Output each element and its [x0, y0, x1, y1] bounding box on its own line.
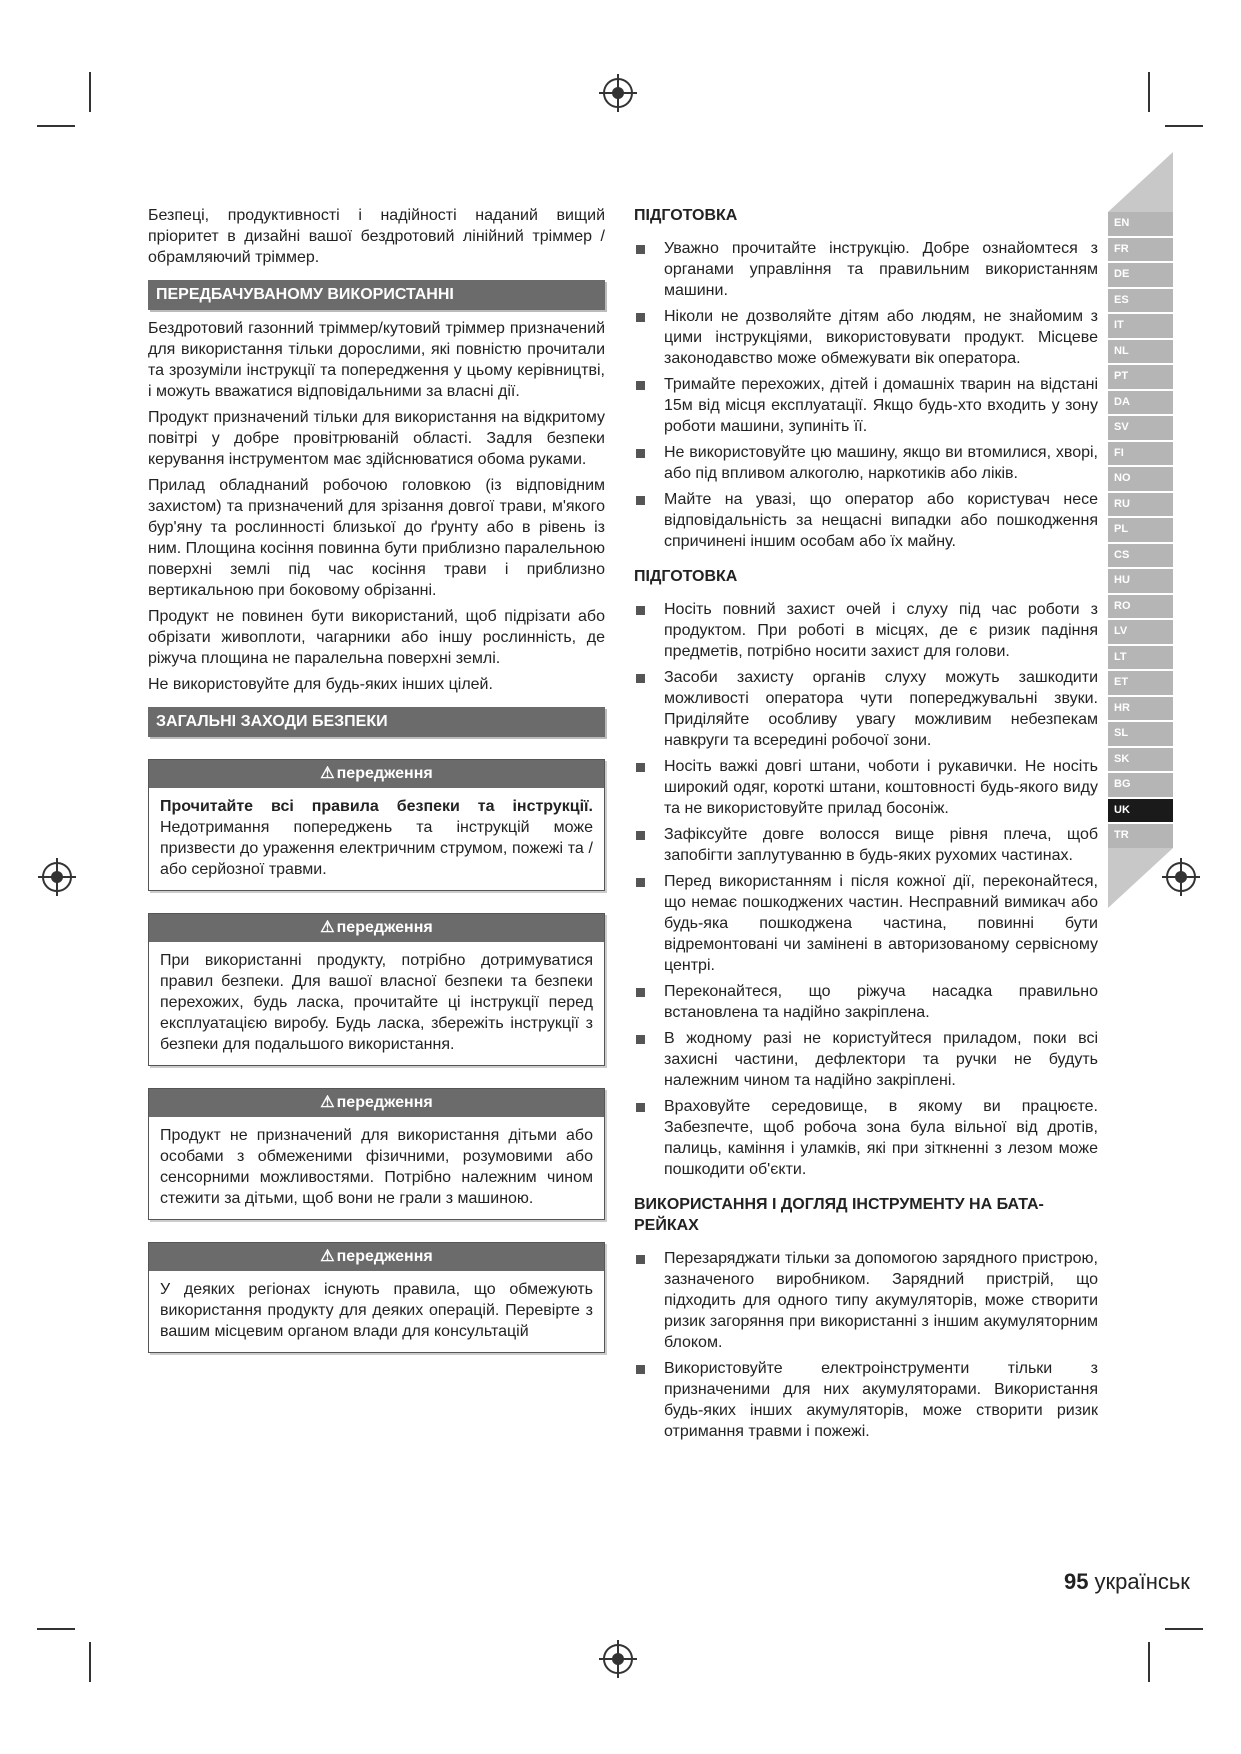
tab-strip-top: [1108, 152, 1173, 212]
list-item: Засоби захисту органів слуху можуть зашкодити можливості оператора чути попереджувальні звуки. Приділяйте особливу увагу можливим небезпекам навкруги та всередині робочої зони.: [634, 667, 1098, 751]
tab-strip-bottom: [1108, 848, 1173, 908]
registration-mark-icon: [603, 78, 633, 108]
tab-language-da: DA: [1108, 391, 1173, 415]
tab-language-bg: BG: [1108, 773, 1173, 797]
tab-language-et: ET: [1108, 671, 1173, 695]
tab-language-lt: LT: [1108, 646, 1173, 670]
tab-language-ro: RO: [1108, 595, 1173, 619]
warning-header: ⚠ передження: [149, 1089, 604, 1117]
list-item: Ніколи не дозволяйте дітям або людям, не знайомим з цими інструкціями, використовувати продукт. Місцеве законодавство може обмежувати вік оператора.: [634, 306, 1098, 369]
tab-language-sv: SV: [1108, 416, 1173, 440]
registration-mark-icon: [603, 1644, 633, 1674]
page-language: українськ: [1094, 1569, 1190, 1594]
warning-triangle-icon: ⚠: [320, 919, 335, 936]
warning-triangle-icon: ⚠: [320, 765, 335, 782]
list-item: Зафіксуйте довге волосся вище рівня плеча, щоб запобігти заплутуванню в будь-яких рухомих частинах.: [634, 824, 1098, 866]
tab-language-sk: SK: [1108, 748, 1173, 772]
warning-header: ⚠ передження: [149, 760, 604, 788]
tab-language-no: NO: [1108, 467, 1173, 491]
tab-language-fi: FI: [1108, 442, 1173, 466]
crop-mark: [1165, 1628, 1203, 1630]
crop-mark: [89, 72, 91, 112]
section-heading: ВИКОРИСТАННЯ І ДОГЛЯД ІНСТРУМЕНТУ НА БАТА-РЕЙКАХ: [634, 1196, 1044, 1234]
list-item: Перезаряджати тільки за допомогою зарядного пристрою, зазначеного виробником. Зарядний пристрій, що підходить для одного типу акумуляторів, може створити ризик загоряння при використанні з іншим акумуляторним блоком.: [634, 1248, 1098, 1353]
paragraph: Бездротовий газонний тріммер/кутовий тріммер призначений для використання тільки дорослими, які повністю прочитали та зрозуміли інструкції та попередження у цьому керівництві, і можуть вважатися відповідальними за власні дії.: [148, 320, 605, 400]
page-number: 95: [1064, 1569, 1089, 1594]
language-tabs: [1108, 212, 1173, 850]
crop-mark: [89, 1642, 91, 1682]
list-item: Уважно прочитайте інструкцію. Добре ознайомтеся з органами управління та правильним використанням машини.: [634, 238, 1098, 301]
tab-language-hr: HR: [1108, 697, 1173, 721]
warning-text: У деяких регіонах існують правила, що обмежують використання продукту для деяких операцій. Перевірте з вашим місцевим органом влади для консультацій: [160, 1281, 593, 1340]
tab-language-es: ES: [1108, 289, 1173, 313]
warning-triangle-icon: ⚠: [320, 1248, 335, 1265]
warning-text: Продукт не призначений для використання дітьми або особами з обмеженими фізичними, розумовими або сенсорними можливостями. Потрібно належним чином стежити за дітьми, щоб вони не грали з машиною.: [160, 1127, 593, 1207]
warning-header: ⚠ передження: [149, 914, 604, 942]
paragraph: Прилад обладнаний робочою головкою (із відповідним захистом) та призначений для зрізання довгої трави, м'якого бур'яну та рослинності близької до ґрунту або в рівень із ним. Площина косіння повинна бути приблизно паралельною поверхні землі під час косіння трави і приблизно вертикальною при боковому обрізанні.: [148, 477, 606, 599]
bullet-list: [634, 238, 1098, 552]
tab-language-sl: SL: [1108, 722, 1173, 746]
section-heading: ПІДГОТОВКА: [634, 568, 738, 585]
section-title-intended-use: ПЕРЕДБАЧУВАНОМУ ВИКОРИСТАННІ: [148, 280, 605, 310]
warning-text: Недотримання попереджень та інструкцій може призвести до ураження електричним струмом, пожежі та / або серйозної травми.: [160, 819, 593, 878]
warning-box: [148, 1242, 605, 1353]
list-item: Перед використанням і після кожної дії, переконайтеся, що немає пошкоджених частин. Несправний вимикач або будь-яка пошкоджена частина, повинні бути відремонтовані чи замінені в авторизованому сервісному центрі.: [634, 871, 1098, 976]
tab-language-it: IT: [1108, 314, 1173, 338]
crop-mark: [1148, 72, 1150, 112]
section-title-general-safety: ЗАГАЛЬНІ ЗАХОДИ БЕЗПЕКИ: [148, 707, 605, 737]
tab-language-pt: PT: [1108, 365, 1173, 389]
tab-language-cs: CS: [1108, 544, 1173, 568]
crop-mark: [1165, 125, 1203, 127]
warning-box: [148, 913, 605, 1066]
list-item: Використовуйте електроінструменти тільки з призначеними для них акумуляторами. Використання будь-яких інших акумуляторів, може створити ризик отримання травми і пожежі.: [634, 1358, 1098, 1442]
list-item: Переконайтеся, що ріжуча насадка правильно встановлена та надійно закріплена.: [634, 981, 1098, 1023]
crop-mark: [37, 1628, 75, 1630]
tab-language-fr: FR: [1108, 238, 1173, 262]
list-item: Враховуйте середовище, в якому ви працюєте. Забезпечте, щоб робоча зона була вільної від дротів, палиць, каміння і уламків, які при зіткненні з лезом може пошкодити об'єкти.: [634, 1096, 1098, 1180]
section-heading: ПІДГОТОВКА: [634, 207, 738, 224]
list-item: Майте на увазі, що оператор або користувач несе відповідальність за нещасні випадки або пошкодження спричинені іншим особам або їх майну.: [634, 489, 1098, 552]
tab-language-ru: RU: [1108, 493, 1173, 517]
list-item: Носіть важкі довгі штани, чоботи і рукавички. Не носіть широкий одяг, короткі штани, коштовності будь-якого виду та не використовуйте прилад босоніж.: [634, 756, 1098, 819]
bullet-list: [634, 599, 1098, 1180]
right-column: [634, 205, 1098, 1456]
page-footer: [1064, 1569, 1190, 1595]
left-column: [148, 205, 605, 1375]
list-item: В жодному разі не користуйтеся приладом, поки всі захисні частини, дефлектори та ручки не будуть належним чином та надійно закріплені.: [634, 1028, 1098, 1091]
crop-mark: [1148, 1642, 1150, 1682]
tab-language-en: EN: [1108, 212, 1173, 236]
tab-language-tr: TR: [1108, 824, 1173, 848]
registration-mark-icon: [42, 862, 72, 892]
tab-language-lv: LV: [1108, 620, 1173, 644]
list-item: Тримайте перехожих, дітей і домашніх тварин на відстані 15м від місця експлуатації. Якщо будь-хто входить у зону роботи машини, зупиніть її.: [634, 374, 1098, 437]
tab-language-de: DE: [1108, 263, 1173, 287]
tab-language-hu: HU: [1108, 569, 1173, 593]
crop-mark: [37, 125, 75, 127]
tab-language-nl: NL: [1108, 340, 1173, 364]
warning-header: ⚠ передження: [149, 1243, 604, 1271]
warning-box: [148, 759, 605, 891]
warning-text: При використанні продукту, потрібно дотримуватися правил безпеки. Для вашої власної безпеки та безпеки перехожих, будь ласка, прочитайте ці інструкції перед експлуатацією виробу. Будь ласка, збережіть інструкції з безпеки для подальшого використання.: [160, 952, 593, 1053]
warning-triangle-icon: ⚠: [320, 1094, 335, 1111]
tab-language-pl: PL: [1108, 518, 1173, 542]
intro-text: Безпеці, продуктивності і надійності наданий вищий пріоритет в дизайні вашої бездротовий лінійний тріммер / обрамляючий тріммер.: [148, 207, 605, 266]
paragraph: Продукт не повинен бути використаний, щоб підрізати або обрізати живоплоти, чагарники або іншу рослинність, де ріжуча площина не паралельна поверхні землі.: [148, 608, 605, 667]
warning-box: [148, 1088, 605, 1220]
list-item: Не використовуйте цю машину, якщо ви втомилися, хворі, або під впливом алкоголю, наркотиків або ліків.: [634, 442, 1098, 484]
bullet-list: [634, 1248, 1098, 1442]
warning-bold-text: Прочитайте всі правила безпеки та інструкції.: [160, 798, 593, 815]
paragraph: Продукт призначений тільки для використання на відкритому повітрі у добре провітрюваній області. Задля безпеки керування інструментом має здійснюватися обома руками.: [148, 409, 605, 468]
tab-language-uk: UK: [1108, 799, 1173, 823]
list-item: Носіть повний захист очей і слуху під час роботи з продуктом. При роботі в місцях, де є ризик падіння предметів, потрібно носити захист для голови.: [634, 599, 1098, 662]
paragraph: Не використовуйте для будь-яких інших цілей.: [148, 676, 493, 693]
